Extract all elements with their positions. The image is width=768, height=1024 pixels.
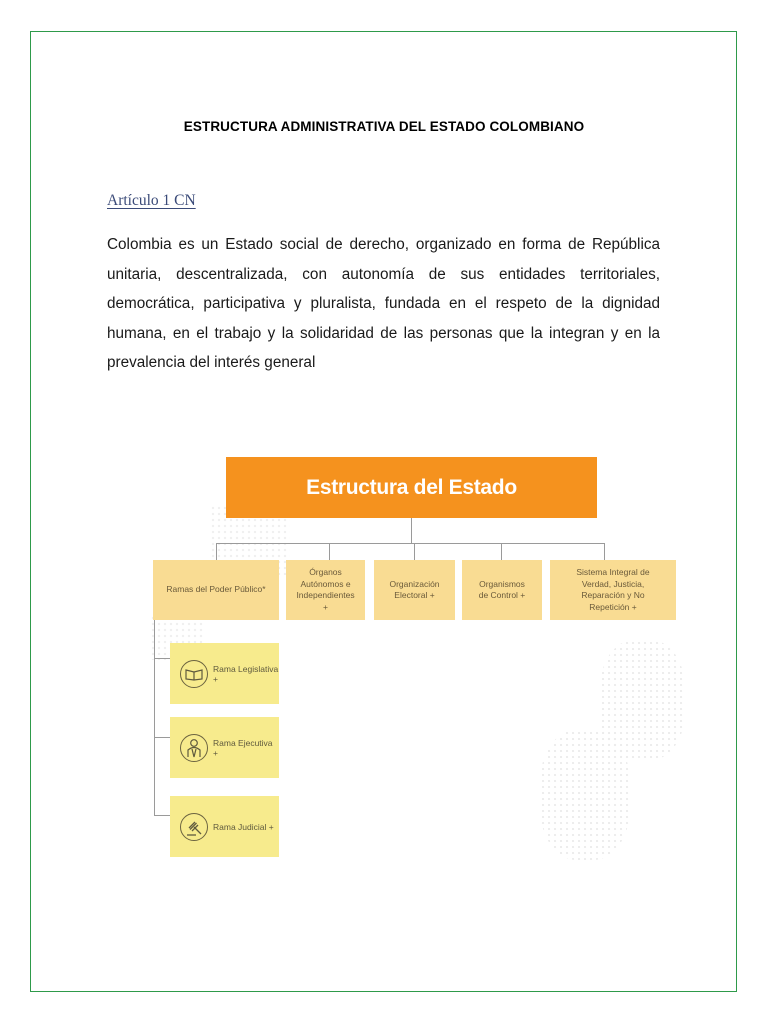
rama-judicial bbox=[170, 796, 279, 857]
dot-pattern bbox=[540, 730, 630, 860]
rama-legislativa bbox=[170, 643, 279, 704]
rama-label: Rama Ejecutiva + bbox=[213, 737, 273, 758]
connector-line bbox=[414, 543, 415, 560]
rama-label: Rama Judicial + bbox=[213, 821, 274, 832]
rama-label: Rama Legislativa + bbox=[213, 663, 279, 684]
category-sistema-integral: Sistema Integral de Verdad, Justicia, Reparación y No Repetición + bbox=[550, 560, 676, 620]
book-icon bbox=[180, 660, 208, 688]
connector-line bbox=[329, 543, 330, 560]
person-icon bbox=[180, 734, 208, 762]
connector-line bbox=[216, 543, 217, 560]
category-ramas-poder-publico: Ramas del Poder Público* bbox=[153, 560, 279, 620]
connector-line bbox=[216, 543, 605, 544]
diagram-header: Estructura del Estado bbox=[226, 457, 597, 518]
connector-line bbox=[154, 658, 170, 659]
article-heading: Artículo 1 CN bbox=[107, 192, 196, 209]
document-title: ESTRUCTURA ADMINISTRATIVA DEL ESTADO COLOMBIANO bbox=[183, 119, 585, 134]
category-organismos-control: Organismos de Control + bbox=[462, 560, 542, 620]
connector-line bbox=[501, 543, 502, 560]
article-paragraph: Colombia es un Estado social de derecho, organizado en forma de República unitaria, descentralizada, con autonomía de sus entidades territoriales, democrática, participativa y pluralista, fundada en el respeto de la dignidad humana, en el trabajo y la solidaridad de las personas que la integran y en la prevalencia del interés general bbox=[107, 236, 660, 371]
connector-line bbox=[154, 815, 170, 816]
connector-line bbox=[411, 518, 412, 544]
category-organos-autonomos: Órganos Autónomos e Independientes + bbox=[286, 560, 365, 620]
connector-line bbox=[154, 737, 170, 738]
category-organizacion-electoral: Organización Electoral + bbox=[374, 560, 455, 620]
rama-ejecutiva bbox=[170, 717, 279, 778]
connector-line bbox=[154, 620, 155, 816]
gavel-icon bbox=[180, 813, 208, 841]
connector-line bbox=[604, 543, 605, 560]
